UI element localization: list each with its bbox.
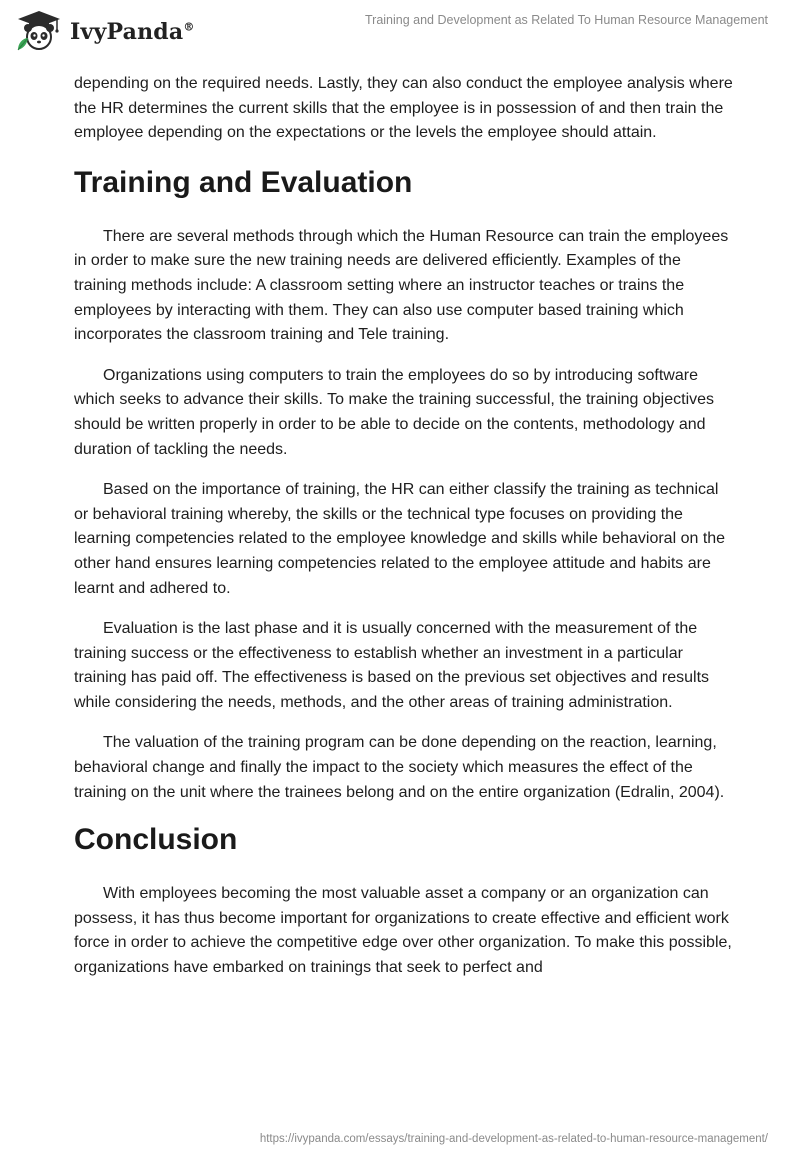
registered-mark: ®: [183, 20, 195, 34]
logo-wordmark: [70, 19, 195, 45]
page-header: [0, 0, 800, 64]
essay-body: [74, 72, 734, 997]
paragraph: Evaluation is the last phase and it is usually concerned with the measurement of the training success or the effectiveness to establish whether an investment in a particular training has paid off. The effectiveness is based on the previous set objectives and results while considering the needs, methods, and the other areas of training administration.: [74, 620, 710, 711]
document-title: Training and Development as Related To Human Resource Management: [364, 13, 768, 27]
section-heading-training-evaluation: Training and Evaluation: [74, 165, 413, 199]
source-url-link[interactable]: https://ivypanda.com/essays/training-and-development-as-related-to-human-resource-management/: [259, 1133, 768, 1145]
paragraph: With employees becoming the most valuable asset a company or an organization can possess, it has thus become important for organizations to create effective and efficient work force in order to achieve the competitive edge over other organization. To make this possible, organizations have embarked on trainings that seek to perfect and: [74, 885, 732, 977]
logo-text: IvyPanda: [70, 19, 184, 45]
paragraph: Based on the importance of training, the HR can either classify the training as technical or behavioral training whereby, the skills or the technical type focuses on providing the learning competencies related to the employee knowledge and skills while behavioral on the other hand ensures learning competencies related to the employee attitude and habits are learnt and adhered to.: [74, 481, 726, 597]
paragraph: There are several methods through which the Human Resource can train the employees in order to make sure the new training needs are delivered efficiently. Examples of the training methods include: A classroom setting where an instructor teaches or trains the employees by interacting with them. They can also use computer based training which incorporates the classroom training and Tele training.: [74, 227, 729, 344]
panda-graduate-icon: [14, 8, 64, 52]
paragraph: The valuation of the training program can be done depending on the reaction, learning, behavioral change and finally the impact to the society which measures the effect of the training on the unit where the trainees belong and on the entire organization (Edralin, 2004).: [74, 734, 725, 801]
ivypanda-logo[interactable]: [14, 8, 195, 52]
paragraph: Organizations using computers to train the employees do so by introducing software which seeks to advance their skills. To make the training successful, the training objectives should be written properly in order to be able to decide on the contents, methodology and duration of tackling the needs.: [74, 366, 715, 458]
intro-paragraph: depending on the required needs. Lastly, they can also conduct the employee analysis where the HR determines the current skills that the employee is in possession of and then train the employee depending on the expectations or the levels the employee should attain.: [74, 75, 733, 142]
section-heading-conclusion: Conclusion: [74, 823, 238, 857]
